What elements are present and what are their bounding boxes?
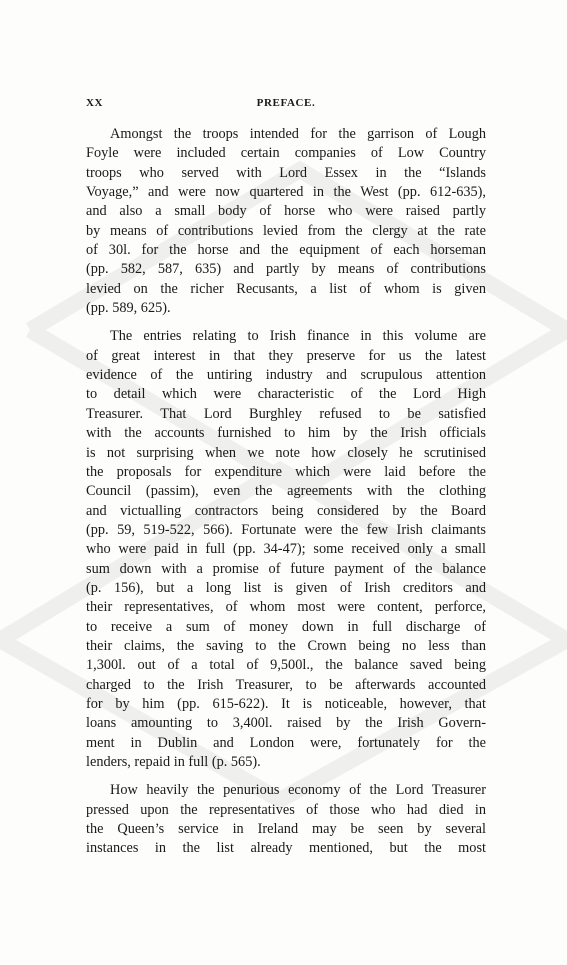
text-line: levied on the richer Recusants, a list of whom is given — [86, 280, 486, 297]
page-number: XX — [86, 97, 104, 109]
running-head: PREFACE. — [256, 97, 316, 109]
page-header — [86, 97, 486, 111]
text-line: Council (passim), even the agreements with the clothing — [86, 483, 486, 500]
text-line: to detail which were characteristic of the Lord High — [86, 386, 486, 403]
text-line: (pp. 582, 587, 635) and partly by means of contributions — [86, 261, 486, 278]
text-line: (pp. 589, 625). — [86, 300, 171, 317]
text-line: sum down with a promise of future payment of the balance — [86, 560, 486, 577]
text-line: their claims, the saving to the Crown being no less than — [86, 637, 486, 654]
paragraph — [86, 125, 486, 318]
text-line: the proposals for expenditure which were laid before the — [86, 463, 486, 480]
text-line: 1,300l. out of a total of 9,500l., the balance saved being — [86, 657, 486, 674]
text-line: How heavily the penurious economy of the Lord Treasurer — [110, 782, 486, 799]
text-line: and also a small body of horse who were raised partly — [86, 203, 486, 220]
text-line: troops who served with Lord Essex in the “Islands — [86, 164, 486, 181]
text-line: of 30l. for the horse and the equipment of each horseman — [86, 242, 486, 259]
text-line: lenders, repaid in full (p. 565). — [86, 754, 261, 770]
text-line: Treasurer. That Lord Burghley refused to be satisfied — [86, 405, 486, 422]
text-line: instances in the list already mentioned, but the most — [86, 840, 486, 857]
paragraph — [86, 781, 486, 858]
text-line: the Queen’s service in Ireland may be seen by several — [86, 821, 486, 838]
text-line: charged to the Irish Treasurer, to be afterwards accounted — [86, 676, 486, 693]
text-line: Foyle were included certain companies of Low Country — [86, 145, 486, 162]
text-line: evidence of the untiring industry and scrupulous attention — [86, 367, 486, 384]
text-line: their representatives, of whom most were content, perforce, — [86, 599, 486, 616]
text-line: is not surprising when we note how closely he scrutinised — [86, 444, 486, 461]
paragraph — [86, 327, 486, 772]
text-line: (pp. 59, 519-522, 566). Fortunate were the few Irish claimants — [86, 521, 486, 538]
text-line: and victualling contractors being considered by the Board — [86, 502, 486, 519]
text-line: Voyage,” and were now quartered in the West (pp. 612-635), — [86, 184, 486, 201]
text-line: with the accounts furnished to him by the Irish officials — [86, 425, 486, 442]
body-text — [86, 125, 486, 868]
text-line: who were paid in full (pp. 34-47); some received only a small — [86, 541, 486, 558]
text-line: Amongst the troops intended for the garrison of Lough — [110, 126, 486, 142]
text-line: The entries relating to Irish finance in this volume are — [110, 328, 486, 345]
text-line: of great interest in that they preserve for us the latest — [86, 347, 486, 364]
text-line: to receive a sum of money down in full discharge of — [86, 618, 486, 635]
text-line: for by him (pp. 615-622). It is noticeable, however, that — [86, 695, 486, 712]
text-line: by means of contributions levied from the clergy at the rate — [86, 222, 486, 239]
text-line: loans amounting to 3,400l. raised by the Irish Govern- — [86, 715, 486, 732]
text-line: (p. 156), but a long list is given of Irish creditors and — [86, 579, 486, 596]
text-line: pressed upon the representatives of those who had died in — [86, 801, 486, 818]
text-line: ment in Dublin and London were, fortunately for the — [86, 734, 486, 751]
